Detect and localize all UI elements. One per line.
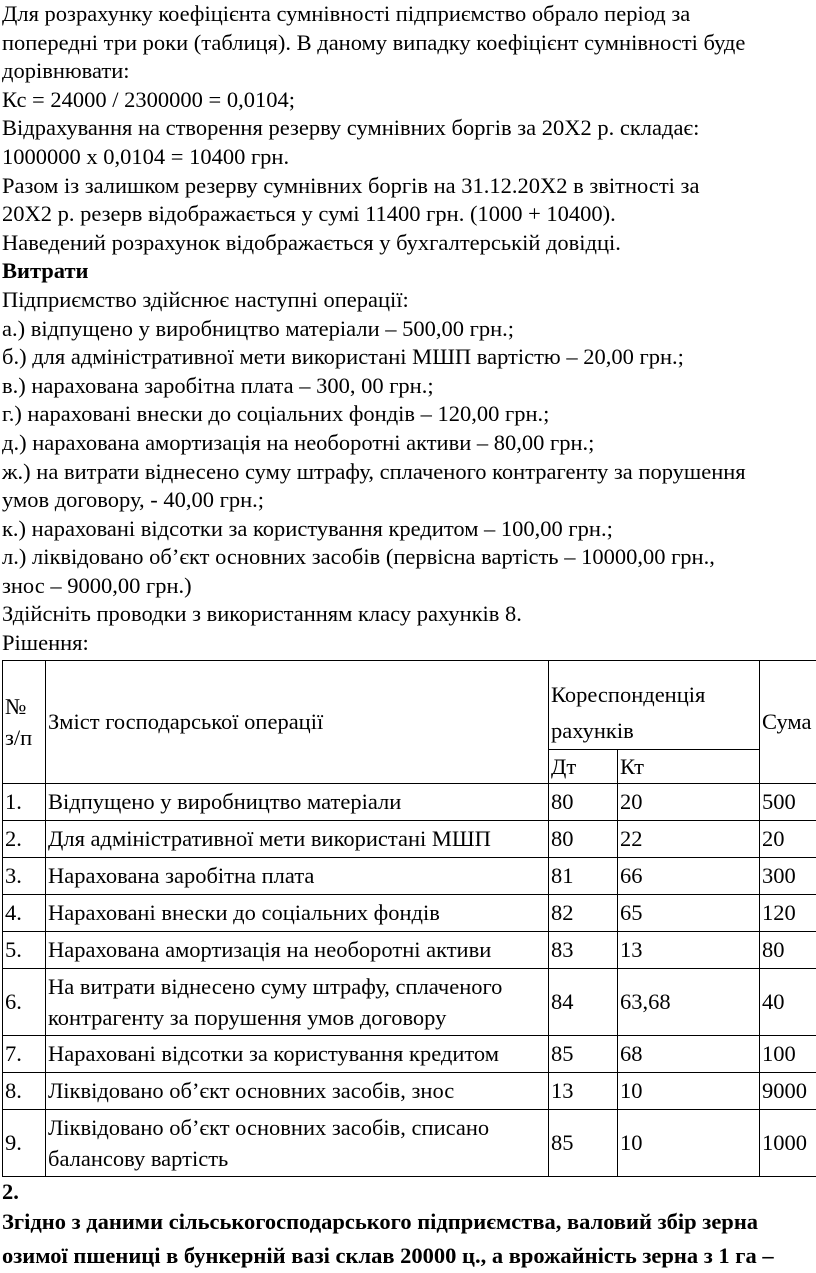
table-row bbox=[3, 968, 816, 1035]
row-num: 8. bbox=[3, 1072, 46, 1109]
header-desc: Зміст господарської операції bbox=[46, 660, 549, 783]
row-num: 1. bbox=[3, 783, 46, 820]
row-sum: 300 bbox=[760, 857, 816, 894]
table-row bbox=[3, 1109, 816, 1176]
next-task-line: озимої пшениці в бункерній вазі склав 20000 ц., а врожайність зерна з 1 га – bbox=[2, 1239, 816, 1273]
row-desc-line: Нараховані відсотки за користування кредитом bbox=[48, 1038, 548, 1069]
operation-item: к.) нараховані відсотки за користування кредитом – 100,00 грн.; bbox=[2, 515, 816, 544]
header-dt: Дт bbox=[549, 749, 618, 783]
operation-item-continued: умов договору, - 40,00 грн.; bbox=[2, 486, 816, 515]
formula-line: 1000000 х 0,0104 = 10400 грн. bbox=[2, 143, 816, 172]
entries-table bbox=[2, 660, 816, 1177]
row-sum: 120 bbox=[760, 894, 816, 931]
row-desc bbox=[46, 1072, 549, 1109]
row-desc bbox=[46, 931, 549, 968]
header-sum: Сума bbox=[760, 660, 816, 783]
row-sum: 9000 bbox=[760, 1072, 816, 1109]
row-sum: 80 bbox=[760, 931, 816, 968]
row-desc-line: Ліквідовано об’єкт основних засобів, знос bbox=[48, 1075, 548, 1106]
row-kt: 10 bbox=[618, 1072, 760, 1109]
row-desc-line: Нараховані внески до соціальних фондів bbox=[48, 897, 548, 928]
intro-paragraph bbox=[2, 0, 816, 257]
table-row bbox=[3, 783, 816, 820]
table-header-row bbox=[3, 660, 816, 749]
text-line: дорівнювати: bbox=[2, 57, 816, 86]
formula-line: Кс = 24000 / 2300000 = 0,0104; bbox=[2, 86, 816, 115]
operations-list bbox=[2, 315, 816, 601]
row-desc-line: контрагенту за порушення умов договору bbox=[48, 1002, 548, 1033]
row-desc bbox=[46, 968, 549, 1035]
row-kt: 22 bbox=[618, 820, 760, 857]
row-sum: 40 bbox=[760, 968, 816, 1035]
row-kt: 65 bbox=[618, 894, 760, 931]
operation-item: в.) нарахована заробітна плата – 300, 00 грн.; bbox=[2, 372, 816, 401]
row-desc bbox=[46, 1109, 549, 1176]
operation-item: ж.) на витрати віднесено суму штрафу, сплаченого контрагенту за порушення bbox=[2, 458, 816, 487]
solution-label: Рішення: bbox=[2, 629, 816, 658]
table-row bbox=[3, 820, 816, 857]
row-desc-line: Відпущено у виробництво матеріали bbox=[48, 786, 548, 817]
operation-item: д.) нарахована амортизація на необоротні активи – 80,00 грн.; bbox=[2, 429, 816, 458]
row-kt: 68 bbox=[618, 1035, 760, 1072]
text-line: Для розрахунку коефіцієнта сумнівності підприємство обрало період за bbox=[2, 0, 816, 29]
next-task-number: 2. bbox=[2, 1179, 816, 1205]
header-num-line2: з/п bbox=[5, 722, 45, 753]
row-num: 5. bbox=[3, 931, 46, 968]
row-desc-line: Для адміністративної мети використані МШП bbox=[48, 823, 548, 854]
row-sum: 500 bbox=[760, 783, 816, 820]
row-dt: 80 bbox=[549, 783, 618, 820]
text-line: Разом із залишком резерву сумнівних боргів на 31.12.20Х2 в звітності за bbox=[2, 172, 816, 201]
table-row bbox=[3, 1072, 816, 1109]
row-dt: 85 bbox=[549, 1035, 618, 1072]
row-desc-line: Нарахована заробітна плата bbox=[48, 860, 548, 891]
row-desc-line: Ліквідовано об’єкт основних засобів, списано bbox=[48, 1112, 548, 1143]
row-desc bbox=[46, 894, 549, 931]
row-kt: 13 bbox=[618, 931, 760, 968]
header-correspondence bbox=[549, 660, 760, 749]
header-num-line1: № bbox=[5, 691, 45, 722]
row-kt: 10 bbox=[618, 1109, 760, 1176]
operation-item: г.) нараховані внески до соціальних фондів – 120,00 грн.; bbox=[2, 400, 816, 429]
text-line: Наведений розрахунок відображається у бухгалтерській довідці. bbox=[2, 229, 816, 258]
row-kt: 66 bbox=[618, 857, 760, 894]
header-num bbox=[3, 660, 46, 783]
row-desc bbox=[46, 783, 549, 820]
table-row bbox=[3, 931, 816, 968]
row-sum: 100 bbox=[760, 1035, 816, 1072]
text-line: Відрахування на створення резерву сумнівних боргів за 20Х2 р. складає: bbox=[2, 114, 816, 143]
operation-item: а.) відпущено у виробництво матеріали – 500,00 грн.; bbox=[2, 315, 816, 344]
section-title: Витрати bbox=[2, 257, 816, 286]
table-row bbox=[3, 894, 816, 931]
row-dt: 81 bbox=[549, 857, 618, 894]
operation-item: б.) для адміністративної мети використані МШП вартістю – 20,00 грн.; bbox=[2, 343, 816, 372]
row-sum: 1000 bbox=[760, 1109, 816, 1176]
text-line: 20Х2 р. резерв відображається у сумі 11400 грн. (1000 + 10400). bbox=[2, 200, 816, 229]
row-desc bbox=[46, 857, 549, 894]
row-num: 4. bbox=[3, 894, 46, 931]
next-task-line: Згідно з даними сільськогосподарського підприємства, валовий збір зерна bbox=[2, 1205, 816, 1239]
row-num: 7. bbox=[3, 1035, 46, 1072]
row-dt: 83 bbox=[549, 931, 618, 968]
row-desc-line: Нарахована амортизація на необоротні активи bbox=[48, 934, 548, 965]
row-num: 3. bbox=[3, 857, 46, 894]
row-desc bbox=[46, 1035, 549, 1072]
instruction: Здійсніть проводки з використанням класу рахунків 8. bbox=[2, 600, 816, 629]
row-num: 2. bbox=[3, 820, 46, 857]
row-sum: 20 bbox=[760, 820, 816, 857]
text-line: попередні три роки (таблиця). В даному випадку коефіцієнт сумнівності буде bbox=[2, 29, 816, 58]
table-row bbox=[3, 1035, 816, 1072]
row-dt: 84 bbox=[549, 968, 618, 1035]
header-corr-line1: Кореспонденція bbox=[551, 677, 759, 713]
row-dt: 85 bbox=[549, 1109, 618, 1176]
operation-item: л.) ліквідовано об’єкт основних засобів (первісна вартість – 10000,00 грн., bbox=[2, 543, 816, 572]
row-desc bbox=[46, 820, 549, 857]
row-desc-line: балансову вартість bbox=[48, 1143, 548, 1174]
header-corr-line2: рахунків bbox=[551, 713, 759, 749]
header-kt: Кт bbox=[618, 749, 760, 783]
operation-item-continued: знос – 9000,00 грн.) bbox=[2, 572, 816, 601]
row-num: 6. bbox=[3, 968, 46, 1035]
table-row bbox=[3, 857, 816, 894]
row-desc-line: На витрати віднесено суму штрафу, сплаченого bbox=[48, 971, 548, 1002]
table-body bbox=[3, 783, 816, 1176]
row-kt: 20 bbox=[618, 783, 760, 820]
task-intro: Підприємство здійснює наступні операції: bbox=[2, 286, 816, 315]
row-dt: 80 bbox=[549, 820, 618, 857]
row-dt: 82 bbox=[549, 894, 618, 931]
row-dt: 13 bbox=[549, 1072, 618, 1109]
row-kt: 63,68 bbox=[618, 968, 760, 1035]
row-num: 9. bbox=[3, 1109, 46, 1176]
